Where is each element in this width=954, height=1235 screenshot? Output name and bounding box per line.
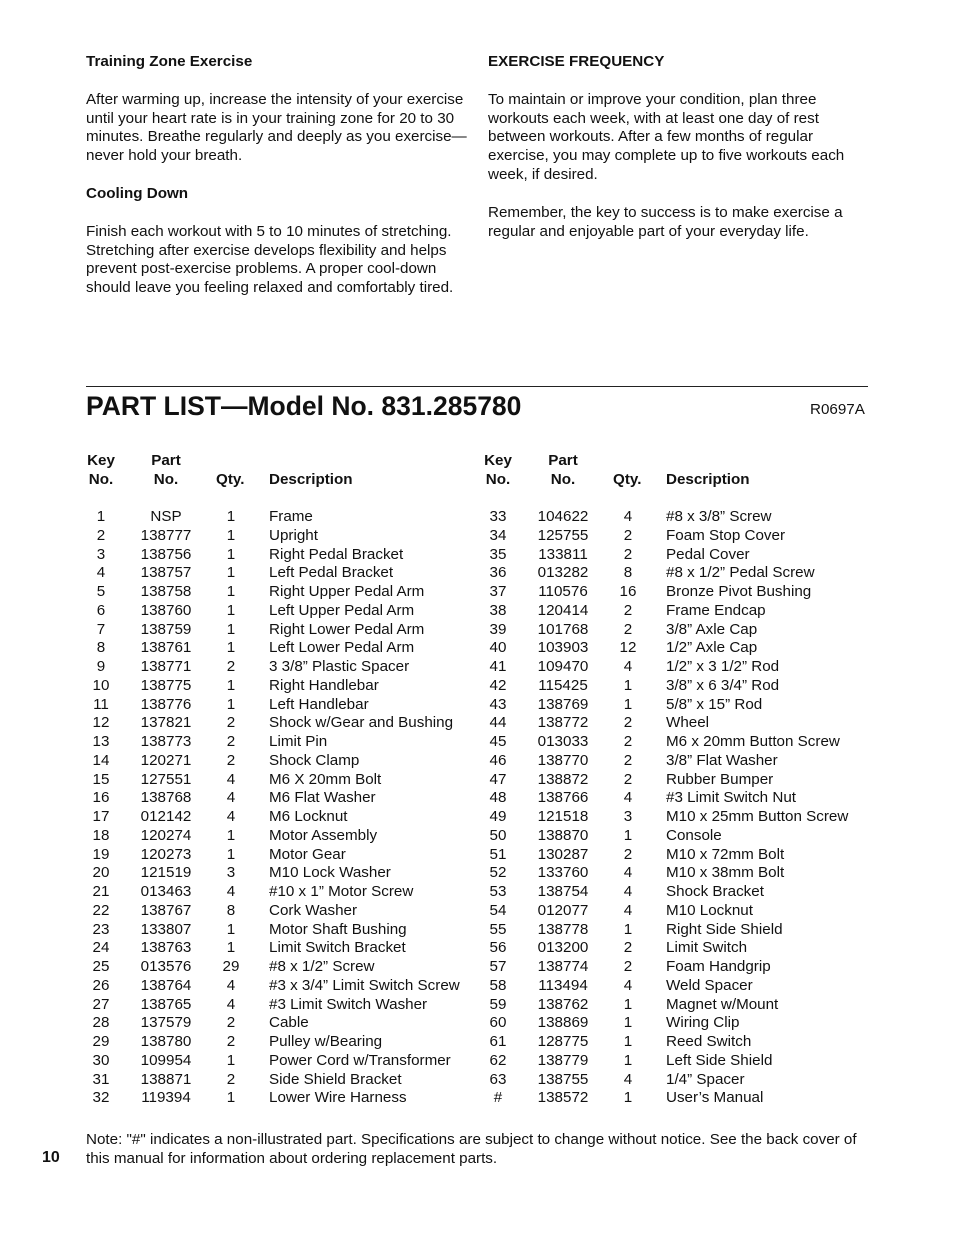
section-divider xyxy=(86,386,868,387)
part-no-cell: 103903 xyxy=(537,639,589,657)
key-no-cell: 20 xyxy=(92,864,110,882)
description-cell: Foam Handgrip xyxy=(666,958,771,975)
description-cell: #8 x 3/8” Screw xyxy=(666,508,772,525)
part-no-cell: 120414 xyxy=(537,601,589,619)
part-no-cell: 138761 xyxy=(140,639,192,657)
header-part-no: Part No. xyxy=(548,452,578,488)
part-no-cell: 013463 xyxy=(140,883,192,900)
key-no-cell: 51 xyxy=(489,845,507,863)
right-text-column xyxy=(488,53,873,260)
left-text-column xyxy=(86,53,471,317)
description-cell: 3 3/8” Plastic Spacer xyxy=(269,658,410,675)
qty-cell: 1 xyxy=(623,1033,633,1050)
qty-cell: 1 xyxy=(623,1014,633,1032)
qty-cell: 4 xyxy=(623,508,633,525)
description-cell: Foam Stop Cover xyxy=(666,526,786,544)
description-cell: Bronze Pivot Bushing xyxy=(666,583,812,600)
qty-cell: 1 xyxy=(226,564,236,582)
description-cell: Left Pedal Bracket xyxy=(269,564,394,582)
part-no-cell: 138758 xyxy=(140,583,192,600)
footnote: Note: "#" indicates a non-illustrated part. Specifications are subject to change without notice. See the back cover of this manual for information about ordering replacement parts. xyxy=(86,1131,857,1167)
part-no-cell: 113494 xyxy=(538,976,588,994)
qty-cell: 4 xyxy=(623,976,633,994)
qty-cell: 4 xyxy=(623,658,633,675)
part-no-cell: 138777 xyxy=(140,526,192,544)
part-no-cell: 138870 xyxy=(537,826,589,844)
description-cell: 3/8” Axle Cap xyxy=(666,620,758,638)
key-no-cell: 29 xyxy=(92,1033,110,1050)
qty-cell: 2 xyxy=(226,751,236,769)
key-no-cell: 18 xyxy=(92,826,110,844)
part-no-cell: 138754 xyxy=(537,883,589,900)
key-no-cell: 10 xyxy=(92,676,110,694)
key-no-cell: 17 xyxy=(92,808,110,825)
qty-cell: 2 xyxy=(226,733,236,750)
qty-cell: 1 xyxy=(226,620,236,638)
part-no-cell: 013200 xyxy=(537,939,589,957)
description-cell: #8 x 1/2” Pedal Screw xyxy=(666,564,815,582)
part-no-cell: 138775 xyxy=(140,676,192,694)
key-no-cell: 15 xyxy=(92,770,110,788)
qty-cell: 1 xyxy=(226,601,236,619)
qty-cell: 1 xyxy=(623,1089,633,1107)
part-no-cell: 115425 xyxy=(538,676,588,694)
key-no-cell: 46 xyxy=(489,751,507,769)
key-no-cell: 53 xyxy=(489,883,507,900)
key-no-cell: 6 xyxy=(96,601,106,619)
part-no-cell: 121518 xyxy=(537,808,589,825)
part-no-cell: 133760 xyxy=(537,864,589,882)
key-no-cell: 48 xyxy=(489,789,507,807)
part-no-cell: 120271 xyxy=(140,751,192,769)
qty-cell: 8 xyxy=(623,564,633,582)
key-no-cell: 23 xyxy=(92,920,110,938)
key-no-cell: 27 xyxy=(92,995,110,1013)
qty-cell: 1 xyxy=(226,1051,236,1069)
description-cell: #8 x 1/2” Screw xyxy=(269,958,375,975)
qty-cell: 4 xyxy=(623,901,633,919)
description-cell: M10 Locknut xyxy=(666,901,753,919)
qty-cell: 4 xyxy=(226,789,236,807)
part-no-cell: 121519 xyxy=(140,864,192,882)
header-key-no: Key No. xyxy=(87,452,115,488)
key-no-cell: 33 xyxy=(489,508,507,525)
part-no-cell: 013282 xyxy=(537,564,589,582)
key-no-cell: 38 xyxy=(489,601,507,619)
description-cell: #3 Limit Switch Washer xyxy=(269,995,428,1013)
description-cell: Left Handlebar xyxy=(269,695,369,713)
description-cell: Power Cord w/Transformer xyxy=(269,1051,451,1069)
key-no-cell: 40 xyxy=(489,639,507,657)
description-cell: Frame xyxy=(269,508,313,525)
part-no-cell: 128775 xyxy=(537,1033,589,1050)
key-no-cell: 28 xyxy=(92,1014,110,1032)
part-no-cell: 120273 xyxy=(140,845,192,863)
key-no-cell: 63 xyxy=(489,1070,507,1088)
qty-cell: 4 xyxy=(623,1070,633,1088)
description-cell: 3/8” Flat Washer xyxy=(666,751,778,769)
qty-cell: 4 xyxy=(623,883,633,900)
qty-cell: 1 xyxy=(226,508,236,525)
key-no-cell: 54 xyxy=(489,901,507,919)
qty-cell: 4 xyxy=(226,770,236,788)
qty-cell: 4 xyxy=(226,995,236,1013)
header-qty: Qty. xyxy=(216,471,245,488)
qty-cell: 3 xyxy=(226,864,236,882)
qty-cell: 1 xyxy=(226,920,236,938)
description-cell: 3/8” x 6 3/4” Rod xyxy=(666,676,780,694)
key-no-cell: 21 xyxy=(92,883,110,900)
part-no-cell: 138774 xyxy=(537,958,589,975)
key-no-cell: 43 xyxy=(489,695,507,713)
part-list-title: PART LIST—Model No. 831.285780 xyxy=(86,391,522,421)
key-no-cell: 35 xyxy=(489,545,507,563)
key-no-cell: 57 xyxy=(489,958,507,975)
description-cell: Side Shield Bracket xyxy=(269,1070,402,1088)
key-no-cell: 47 xyxy=(489,770,507,788)
key-no-cell: 4 xyxy=(96,564,106,582)
description-cell: Frame Endcap xyxy=(666,601,766,619)
qty-cell: 2 xyxy=(226,1070,236,1088)
qty-cell: 1 xyxy=(226,583,236,600)
description-cell: #3 Limit Switch Nut xyxy=(666,789,796,807)
qty-cell: 29 xyxy=(222,958,240,975)
part-no-cell: 138755 xyxy=(537,1070,589,1088)
part-no-cell: 138871 xyxy=(140,1070,192,1088)
part-no-cell: 138769 xyxy=(537,695,589,713)
qty-cell: 1 xyxy=(623,1051,633,1069)
part-no-cell: 138768 xyxy=(140,789,192,807)
key-no-cell: 3 xyxy=(96,545,106,563)
qty-cell: 1 xyxy=(226,939,236,957)
part-no-cell: 138771 xyxy=(140,658,192,675)
description-cell: Right Upper Pedal Arm xyxy=(269,583,425,600)
qty-cell: 2 xyxy=(623,958,633,975)
part-no-cell: 138765 xyxy=(140,995,192,1013)
description-cell: 5/8” x 15” Rod xyxy=(666,695,763,713)
qty-cell: 2 xyxy=(623,526,633,544)
description-cell: Cable xyxy=(269,1014,309,1032)
qty-cell: 2 xyxy=(623,620,633,638)
part-no-cell: 138869 xyxy=(537,1014,589,1032)
header-description: Description xyxy=(666,471,750,488)
description-cell: #10 x 1” Motor Screw xyxy=(269,883,414,900)
part-no-cell: 133807 xyxy=(140,920,192,938)
key-no-cell: 62 xyxy=(489,1051,507,1069)
qty-cell: 4 xyxy=(623,789,633,807)
key-no-cell: 42 xyxy=(489,676,507,694)
qty-cell: 2 xyxy=(226,658,236,675)
part-no-cell: 138779 xyxy=(537,1051,589,1069)
part-no-cell: 119394 xyxy=(141,1089,191,1107)
part-no-cell: 138767 xyxy=(140,901,192,919)
part-no-cell: 138773 xyxy=(140,733,192,750)
key-no-cell: 30 xyxy=(92,1051,110,1069)
qty-cell: 1 xyxy=(623,676,633,694)
description-cell: 1/4” Spacer xyxy=(666,1070,745,1088)
description-cell: Upright xyxy=(269,526,318,544)
part-no-cell: 138759 xyxy=(140,620,192,638)
qty-cell: 1 xyxy=(226,526,236,544)
description-cell: Right Pedal Bracket xyxy=(269,545,404,563)
description-cell: Left Upper Pedal Arm xyxy=(269,601,415,619)
key-no-cell: 11 xyxy=(93,695,109,713)
part-no-cell: 138780 xyxy=(140,1033,192,1050)
key-no-cell: 52 xyxy=(489,864,507,882)
key-no-cell: 13 xyxy=(92,733,110,750)
key-no-cell: 59 xyxy=(489,995,507,1013)
description-cell: Motor Gear xyxy=(269,845,346,863)
qty-cell: 2 xyxy=(226,1033,236,1050)
description-cell: Weld Spacer xyxy=(666,976,753,994)
qty-cell: 2 xyxy=(623,845,633,863)
key-no-cell: 24 xyxy=(92,939,110,957)
qty-cell: 2 xyxy=(623,770,633,788)
part-no-cell: 138778 xyxy=(537,920,589,938)
key-no-cell: 55 xyxy=(489,920,507,938)
qty-cell: 12 xyxy=(619,639,637,657)
key-no-cell: 9 xyxy=(96,658,106,675)
part-no-cell: 138766 xyxy=(537,789,589,807)
qty-cell: 16 xyxy=(619,583,637,600)
description-cell: Shock Bracket xyxy=(666,883,764,900)
key-no-cell: 44 xyxy=(489,714,507,732)
key-no-cell: 32 xyxy=(92,1089,110,1107)
qty-cell: 1 xyxy=(226,826,236,844)
part-no-cell: 013576 xyxy=(140,958,192,975)
description-cell: Left Lower Pedal Arm xyxy=(269,639,415,657)
part-no-cell: 137579 xyxy=(140,1014,192,1032)
key-no-cell: 61 xyxy=(489,1033,507,1050)
training-zone-heading: Training Zone Exercise xyxy=(86,53,253,70)
qty-cell: 2 xyxy=(623,733,633,750)
key-no-cell: 56 xyxy=(489,939,507,957)
part-no-cell: 012142 xyxy=(140,808,192,825)
page-number: 10 xyxy=(42,1149,60,1166)
qty-cell: 1 xyxy=(226,639,236,657)
qty-cell: 2 xyxy=(226,714,236,732)
header-qty: Qty. xyxy=(613,471,642,488)
key-no-cell: 16 xyxy=(92,789,110,807)
part-no-cell: 109954 xyxy=(140,1051,192,1069)
key-no-cell: 39 xyxy=(489,620,507,638)
qty-cell: 2 xyxy=(623,751,633,769)
description-cell: M6 Flat Washer xyxy=(269,789,376,807)
key-no-cell: 31 xyxy=(92,1070,110,1088)
description-cell: Console xyxy=(666,826,722,844)
description-cell: M6 Locknut xyxy=(269,808,348,825)
qty-cell: 4 xyxy=(226,976,236,994)
description-cell: Right Lower Pedal Arm xyxy=(269,620,425,638)
qty-cell: 1 xyxy=(226,695,236,713)
description-cell: Right Handlebar xyxy=(269,676,379,694)
part-no-cell: 127551 xyxy=(140,770,192,788)
part-no-cell: 120274 xyxy=(140,826,192,844)
part-no-cell: 101768 xyxy=(537,620,589,638)
qty-cell: 1 xyxy=(226,676,236,694)
description-cell: Cork Washer xyxy=(269,901,358,919)
key-no-cell: 49 xyxy=(489,808,507,825)
qty-cell: 1 xyxy=(623,826,633,844)
key-no-cell: 7 xyxy=(96,620,106,638)
description-cell: Limit Switch xyxy=(666,939,748,957)
description-cell: Motor Shaft Bushing xyxy=(269,920,407,938)
part-no-cell: 138756 xyxy=(140,545,192,563)
description-cell: Rubber Bumper xyxy=(666,770,774,788)
description-cell: M10 x 25mm Button Screw xyxy=(666,808,849,825)
qty-cell: 4 xyxy=(623,864,633,882)
qty-cell: 4 xyxy=(226,808,236,825)
part-no-cell: 109470 xyxy=(537,658,589,675)
description-cell: M10 x 72mm Bolt xyxy=(666,845,785,863)
training-zone-text: After warming up, increase the intensity of your exercise until your heart rate is in your training zone for 20 to 30 minutes. Breathe regularly and deeply as you exercise—never hold your breath. xyxy=(86,90,467,165)
description-cell: M10 Lock Washer xyxy=(269,864,391,882)
description-cell: Shock w/Gear and Bushing xyxy=(269,714,454,732)
qty-cell: 1 xyxy=(623,920,633,938)
part-no-cell: 138762 xyxy=(537,995,589,1013)
description-cell: Pulley w/Bearing xyxy=(269,1033,383,1050)
qty-cell: 2 xyxy=(623,601,633,619)
part-no-cell: 012077 xyxy=(537,901,589,919)
cooling-down-heading: Cooling Down xyxy=(86,184,189,202)
key-no-cell: 1 xyxy=(96,508,106,525)
qty-cell: 2 xyxy=(623,545,633,563)
part-no-cell: NSP xyxy=(150,508,182,525)
part-no-cell: 138760 xyxy=(140,601,192,619)
part-no-cell: 110576 xyxy=(538,583,588,600)
description-cell: Reed Switch xyxy=(666,1033,752,1050)
qty-cell: 2 xyxy=(226,1014,236,1032)
description-cell: Wheel xyxy=(666,714,710,732)
key-no-cell: 26 xyxy=(92,976,110,994)
qty-cell: 3 xyxy=(623,808,633,825)
part-no-cell: 138776 xyxy=(140,695,192,713)
key-no-cell: 8 xyxy=(96,639,106,657)
part-no-cell: 138764 xyxy=(140,976,192,994)
qty-cell: 4 xyxy=(226,883,236,900)
key-no-cell: 50 xyxy=(489,826,507,844)
key-no-cell: # xyxy=(493,1089,503,1107)
document-code: R0697A xyxy=(810,401,865,418)
description-cell: Lower Wire Harness xyxy=(269,1089,407,1107)
qty-cell: 8 xyxy=(226,901,236,919)
part-no-cell: 138772 xyxy=(537,714,589,732)
key-no-cell: 45 xyxy=(489,733,507,750)
cooling-down-text: Finish each workout with 5 to 10 minutes of stretching. Stretching after exercise develops flexibility and helps prevent post-exercise problems. A proper cool-down should leave you feeling relaxed and comfortably tired. xyxy=(86,222,454,297)
key-no-cell: 58 xyxy=(489,976,507,994)
part-no-cell: 138757 xyxy=(140,564,192,582)
qty-cell: 2 xyxy=(623,939,633,957)
key-no-cell: 5 xyxy=(96,583,106,600)
part-no-cell: 138872 xyxy=(537,770,589,788)
part-no-cell: 125755 xyxy=(537,526,589,544)
description-cell: M6 X 20mm Bolt xyxy=(269,770,382,788)
part-no-cell: 138763 xyxy=(140,939,192,957)
key-no-cell: 19 xyxy=(92,845,110,863)
part-no-cell: 137821 xyxy=(140,714,192,732)
key-no-cell: 25 xyxy=(92,958,110,975)
part-no-cell: 138770 xyxy=(537,751,589,769)
description-cell: M10 x 38mm Bolt xyxy=(666,864,785,882)
qty-cell: 1 xyxy=(623,995,633,1013)
qty-cell: 1 xyxy=(226,545,236,563)
description-cell: 1/2” Axle Cap xyxy=(666,639,758,657)
description-cell: Limit Pin xyxy=(269,733,328,750)
part-no-cell: 104622 xyxy=(537,508,589,525)
key-no-cell: 34 xyxy=(489,526,507,544)
key-no-cell: 60 xyxy=(489,1014,507,1032)
exercise-frequency-text: To maintain or improve your condition, plan three workouts each week, with at least one day of rest between workouts. After a few months of regular exercise, you may complete up to five workouts each week, if desired. xyxy=(488,90,845,183)
description-cell: #3 x 3/4” Limit Switch Screw xyxy=(269,976,460,994)
description-cell: Right Side Shield xyxy=(666,920,783,938)
key-no-cell: 36 xyxy=(489,564,507,582)
header-description: Description xyxy=(269,471,353,488)
part-no-cell: 013033 xyxy=(537,733,589,750)
description-cell: Left Side Shield xyxy=(666,1051,773,1069)
description-cell: Limit Switch Bracket xyxy=(269,939,406,957)
part-no-cell: 138572 xyxy=(537,1089,589,1107)
description-cell: Magnet w/Mount xyxy=(666,995,779,1013)
qty-cell: 1 xyxy=(226,1089,236,1107)
reminder-text: Remember, the key to success is to make exercise a regular and enjoyable part of your everyday life. xyxy=(488,203,843,240)
key-no-cell: 2 xyxy=(96,526,106,544)
header-part-no: Part No. xyxy=(151,452,181,488)
description-cell: Pedal Cover xyxy=(666,545,750,563)
key-no-cell: 12 xyxy=(92,714,110,732)
description-cell: Shock Clamp xyxy=(269,751,360,769)
part-no-cell: 130287 xyxy=(537,845,589,863)
key-no-cell: 41 xyxy=(489,658,507,675)
key-no-cell: 22 xyxy=(92,901,110,919)
description-cell: M6 x 20mm Button Screw xyxy=(666,733,840,750)
part-no-cell: 133811 xyxy=(538,545,588,563)
key-no-cell: 37 xyxy=(489,583,507,600)
qty-cell: 2 xyxy=(623,714,633,732)
header-key-no: Key No. xyxy=(484,452,512,488)
description-cell: User’s Manual xyxy=(666,1089,764,1107)
description-cell: 1/2” x 3 1/2” Rod xyxy=(666,658,780,675)
description-cell: Wiring Clip xyxy=(666,1014,740,1032)
key-no-cell: 14 xyxy=(92,751,110,769)
qty-cell: 1 xyxy=(623,695,633,713)
description-cell: Motor Assembly xyxy=(269,826,378,844)
exercise-frequency-heading: EXERCISE FREQUENCY xyxy=(488,53,665,70)
qty-cell: 1 xyxy=(226,845,236,863)
